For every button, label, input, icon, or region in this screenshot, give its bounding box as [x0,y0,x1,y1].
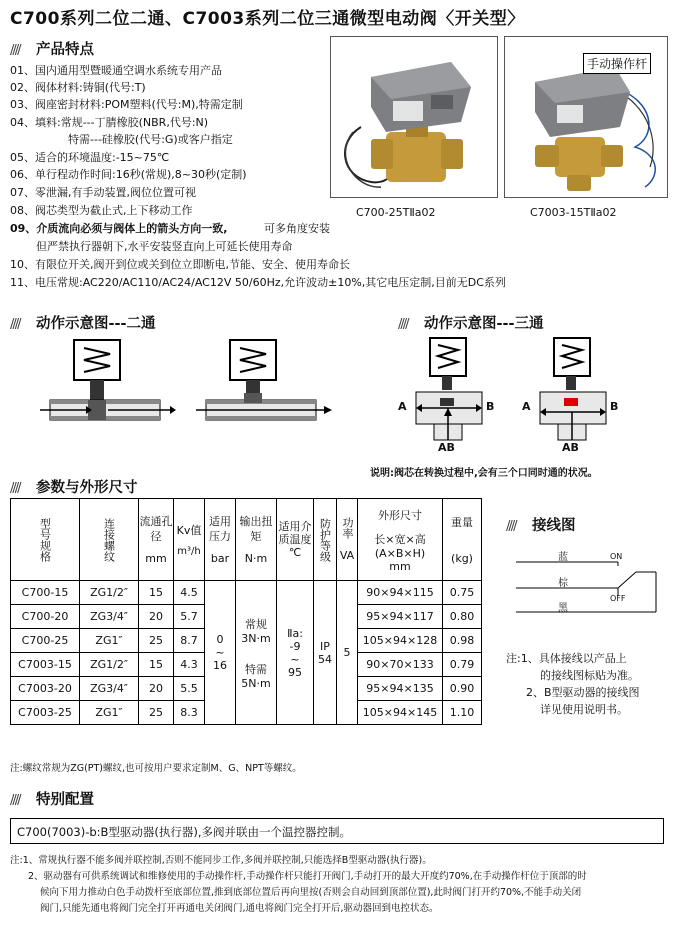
photo-caption-c700: C700-25TⅡa02 [356,206,436,219]
header-power: 功率 VA [337,499,358,581]
header-ip: 防护等级 [314,499,337,581]
port-label-b: B [610,400,619,413]
cell-weight: 1.10 [443,701,482,725]
cell-dims: 95×94×117 [358,605,443,629]
cell-dims: 95×94×135 [358,677,443,701]
feature-item: 但严禁执行器朝下,水平安装竖直向上可延长使用寿命 [36,240,293,253]
hatch-icon: //// [398,316,408,332]
photo-caption-c7003: C7003-15TⅡa02 [530,206,617,219]
header-dims: 外形尺寸 长×宽×高 (A×B×H) mm [358,499,443,581]
footnote-3: 候向下用力推动白色手动拨杆至底部位置,推到底部位置后再向里按(否则会自动回到顶部位置),此时阀门打开约70%,不能手动关闭 [40,887,582,898]
wiring-diagram [506,544,666,624]
cell-dn: 25 [139,629,174,653]
port-label-a: A [398,400,407,413]
cell-model: C7003-25 [11,701,80,725]
cell-dn: 15 [139,581,174,605]
hatch-icon: //// [10,480,20,496]
header-model: 型号规格 [11,499,80,581]
cell-thread: ZG1″ [80,701,139,725]
cell-kv: 5.5 [174,677,205,701]
feature-item: 06、单行程动作时间:16秒(常规),8~30秒(定制) [10,168,247,181]
footnote-1: 注:1、常规执行器不能多阀并联控制,否则不能同步工作,多阀并联控制,只能选择B型驱动器(执行器)。 [10,855,432,866]
cell-model: C7003-20 [11,677,80,701]
cell-dims: 90×94×115 [358,581,443,605]
feature-item: 01、国内通用型暨暖通空调水系统专用产品 [10,64,222,77]
hatch-icon: //// [506,518,516,534]
hatch-icon: //// [10,42,20,58]
footnote-4: 阀门,只能先通电将阀门完全打开再通电关闭阀门,通电将阀门完全打开后,驱动器回到电控状态。 [40,903,439,914]
cell-temp-merged: Ⅱa: -9 ~ 95 [277,581,314,725]
cell-thread: ZG3/4″ [80,677,139,701]
header-thread: 连接螺纹 [80,499,139,581]
hatch-icon: //// [10,792,20,808]
thread-note: 注:螺纹常规为ZG(PT)螺纹,也可按用户要求定制M、G、NPT等螺纹。 [10,763,302,774]
cell-weight: 0.80 [443,605,482,629]
cell-weight: 0.98 [443,629,482,653]
special-config-box: C700(7003)-b:B型驱动器(执行器),多阀并联由一个温控器控制。 [10,818,664,844]
cell-thread: ZG1/2″ [80,653,139,677]
feature-item: 08、阀芯类型为截止式,上下移动工作 [10,204,193,217]
section-header-features: //// 产品特点 [10,42,94,58]
header-temp: 适用介质温度 ℃ [277,499,314,581]
wire-label-brown: 棕 [558,578,568,589]
section-header-wiring: //// 接线图 [506,518,576,534]
cell-dn: 20 [139,605,174,629]
cell-model: C700-25 [11,629,80,653]
section-header-diagram-2way: //// 动作示意图---二通 [10,316,156,332]
table-row [11,581,482,605]
cell-dims: 105×94×145 [358,701,443,725]
cell-model: C7003-15 [11,653,80,677]
footnote-2: 2、驱动器有可供系统调试和维修使用的手动操作杆,手动操作杆只能打开阀门,手动打开的最大开度约70%,在手动操作杆位于顶部的时 [28,871,587,882]
feature-item: 04、填料:常规---丁腈橡胶(NBR,代号:N) [10,116,209,129]
cell-thread: ZG1/2″ [80,581,139,605]
feature-item: 10、有限位开关,阀开到位或关到位立即断电,节能、安全、使用寿命长 [10,258,350,271]
feature-item: 可多角度安装 [264,222,330,235]
cell-weight: 0.75 [443,581,482,605]
diagram-note: 说明:阀芯在转换过程中,会有三个口同时通的状况。 [370,468,598,479]
cell-kv: 8.7 [174,629,205,653]
header-torque: 输出扭矩 N·m [236,499,277,581]
feature-item: 07、零泄漏,有手动装置,阀位位置可视 [10,186,196,199]
cell-model: C700-15 [11,581,80,605]
manual-lever-label: 手动操作杆 [583,53,651,74]
header-pressure: 适用压力 bar [205,499,236,581]
feature-item: 11、电压常规:AC220/AC110/AC24/AC12V 50/60Hz,允许波动±10%,其它电压定制,目前无DC系列 [10,276,506,289]
cell-dn: 25 [139,701,174,725]
cell-thread: ZG1″ [80,629,139,653]
table-header-row [11,499,482,581]
port-label-b: B [486,400,495,413]
wire-label-blue: 蓝 [558,552,568,563]
cell-ip-merged: IP 54 [314,581,337,725]
hatch-icon: //// [10,316,20,332]
header-weight: 重量 (kg) [443,499,482,581]
feature-item: 03、阀座密封材料:POM塑料(代号:M),特需定制 [10,98,243,111]
diagram-2way-open [196,338,336,428]
cell-power-merged: 5 [337,581,358,725]
wire-label-black: 黑 [558,603,568,614]
cell-dims: 105×94×128 [358,629,443,653]
cell-kv: 8.3 [174,701,205,725]
product-photo-c7003 [504,36,668,198]
section-header-diagram-3way: //// 动作示意图---三通 [398,316,544,332]
feature-item: 05、适合的环境温度:-15~75℃ [10,151,170,164]
section-header-params: //// 参数与外形尺寸 [10,480,138,496]
switch-label-off: OFF [610,594,626,603]
feature-item: 09、介质流向必须与阀体上的箭头方向一致, [10,222,228,235]
switch-label-on: ON [610,552,623,561]
header-kv: Kv值 m³/h [174,499,205,581]
port-label-ab: AB [438,441,455,454]
params-table [10,498,482,725]
product-photo-c700 [330,36,498,198]
cell-kv: 4.3 [174,653,205,677]
diagram-3way-b [520,336,624,456]
cell-pressure-merged: 0 ~ 16 [205,581,236,725]
header-dn: 流通孔径 mm [139,499,174,581]
wiring-notes: 注:1、具体接线以产品上 的接线图标贴为准。 2、B型驱动器的接线图 详见使用说明书。 [506,652,640,716]
cell-kv: 5.7 [174,605,205,629]
cell-weight: 0.90 [443,677,482,701]
feature-item: 02、阀体材料:铸铜(代号:T) [10,81,146,94]
cell-dims: 90×70×133 [358,653,443,677]
diagram-2way-closed [40,338,180,428]
port-label-ab: AB [562,441,579,454]
cell-weight: 0.79 [443,653,482,677]
port-label-a: A [522,400,531,413]
cell-dn: 15 [139,653,174,677]
diagram-3way-a [396,336,500,456]
cell-dn: 20 [139,677,174,701]
page-title: C700系列二位二通、C7003系列二位三通微型电动阀〈开关型〉 [10,9,525,29]
cell-thread: ZG3/4″ [80,605,139,629]
section-header-special: //// 特别配置 [10,792,94,808]
cell-torque-merged: 常规 3N·m 特需 5N·m [236,581,277,725]
cell-model: C700-20 [11,605,80,629]
cell-kv: 4.5 [174,581,205,605]
feature-item: 特需---硅橡胶(代号:G)或客户指定 [68,133,233,146]
